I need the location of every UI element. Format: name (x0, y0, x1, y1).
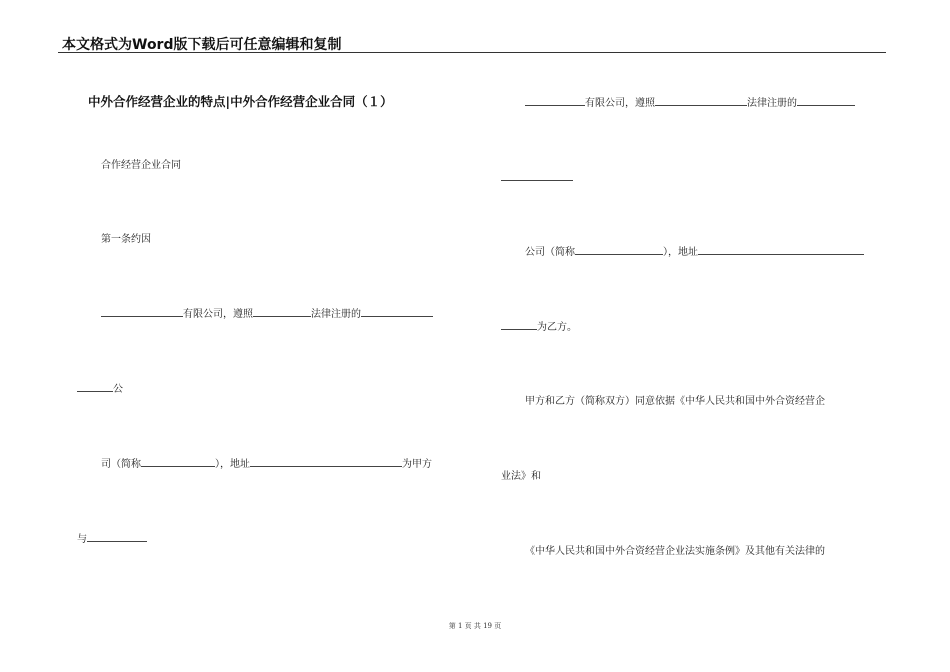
blank-field[interactable] (501, 169, 573, 181)
header-divider (58, 52, 886, 53)
party-b-line-2 (501, 169, 573, 184)
text-segment: 为乙方。 (537, 322, 577, 333)
blank-field[interactable] (575, 243, 663, 255)
contract-name: 合作经营企业合同 (101, 160, 181, 171)
text-segment: 公 (113, 384, 123, 395)
blank-field[interactable] (250, 455, 402, 467)
agreement-basis-line-2 (501, 467, 541, 482)
blank-field[interactable] (87, 530, 147, 542)
text-segment: 为甲方 (402, 459, 432, 470)
text-segment: 与 (77, 534, 87, 545)
text-segment: ），地址 (663, 247, 698, 258)
article-one-heading: 第一条约因 (101, 234, 151, 245)
text-segment: 有限公司，遵照 (183, 309, 253, 320)
party-b-line-3 (525, 243, 864, 258)
party-a-line-2 (77, 380, 123, 395)
blank-field[interactable] (77, 380, 113, 392)
text-segment: 公司（简称 (525, 247, 575, 258)
blank-field[interactable] (655, 94, 747, 106)
article-one-line (101, 230, 151, 245)
party-b-line-4 (501, 318, 577, 333)
blank-field[interactable] (141, 455, 215, 467)
blank-field[interactable] (101, 305, 183, 317)
text-segment: 有限公司，遵照 (585, 98, 655, 109)
contract-name-line (101, 156, 181, 171)
blank-field[interactable] (797, 94, 855, 106)
blank-field[interactable] (253, 305, 311, 317)
text-segment: 法律注册的 (311, 309, 361, 320)
agreement-basis-line-1 (525, 392, 825, 407)
text-segment: 司（简称 (101, 459, 141, 470)
blank-field[interactable] (361, 305, 433, 317)
party-a-line-4 (77, 530, 147, 545)
blank-field[interactable] (698, 243, 864, 255)
text-segment: 甲方和乙方（简称双方）同意依据《中华人民共和国中外合资经营企 (525, 396, 825, 407)
document-title: 中外合作经营企业的特点|中外合作经营企业合同（１） (88, 94, 393, 109)
document-header: 本文格式为Word版下载后可任意编辑和复制 (62, 37, 342, 53)
text-segment: 法律注册的 (747, 98, 797, 109)
text-segment: 《中华人民共和国中外合资经营企业法实施条例》及其他有关法律的 (525, 546, 825, 557)
party-a-line-1 (101, 305, 433, 320)
page-number: 第 1 页 共 19 页 (448, 622, 502, 630)
blank-field[interactable] (525, 94, 585, 106)
text-segment: 业法》和 (501, 471, 541, 482)
party-b-line-1 (525, 94, 855, 109)
text-segment: ），地址 (215, 459, 250, 470)
agreement-basis-line-3 (525, 542, 825, 557)
blank-field[interactable] (501, 318, 537, 330)
party-a-line-3 (101, 455, 432, 470)
